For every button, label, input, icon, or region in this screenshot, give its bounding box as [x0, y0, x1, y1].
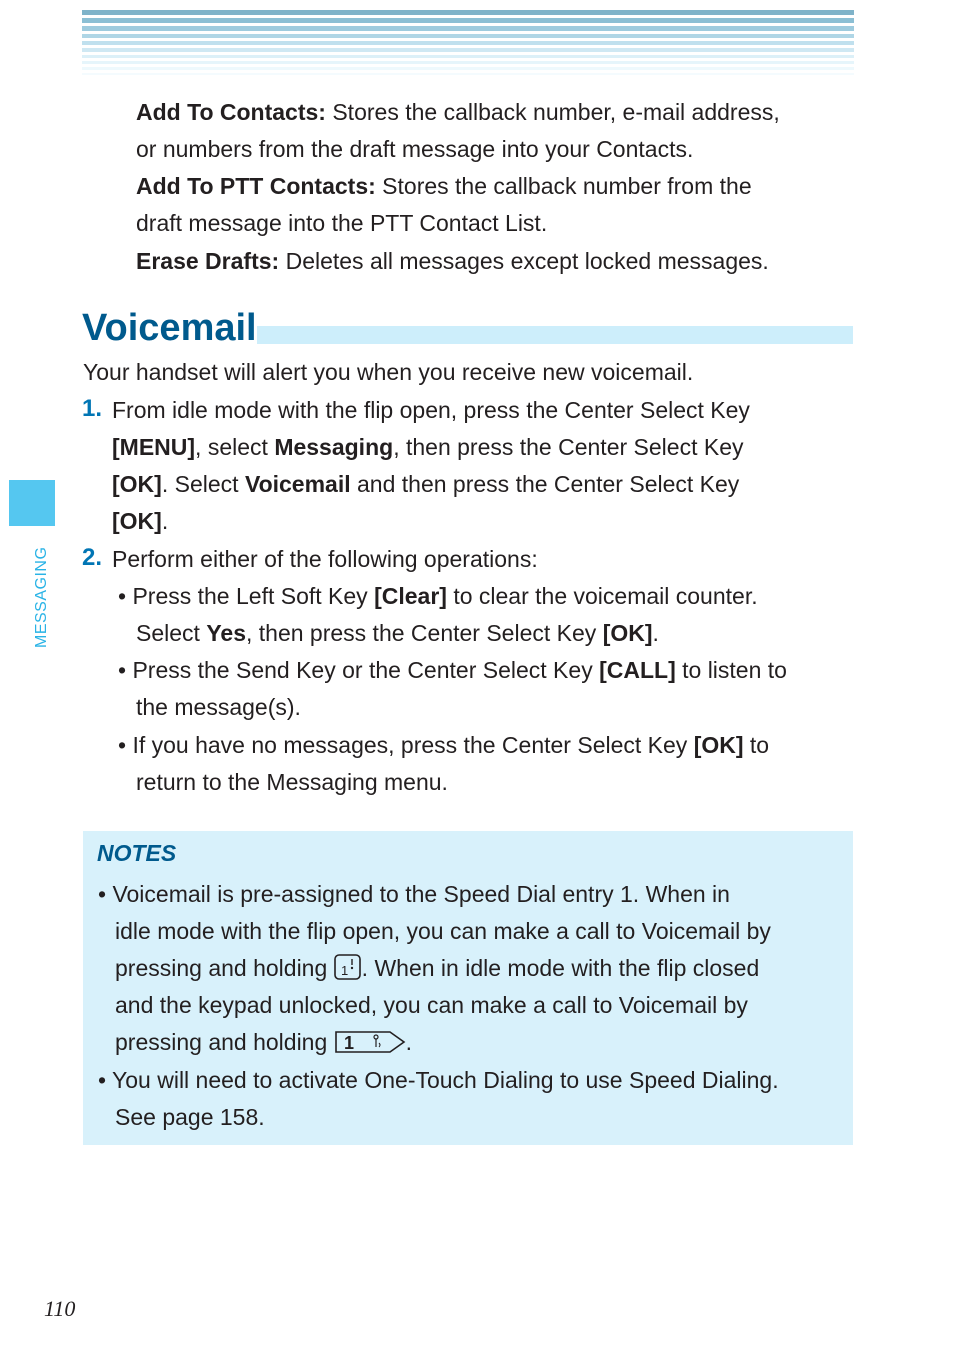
note-text: .: [405, 1029, 413, 1055]
bullet-text: to listen to: [675, 657, 787, 683]
option-term: Add To Contacts:: [136, 99, 326, 125]
bullet-text: the message(s).: [136, 694, 301, 720]
note-text: See page 158.: [115, 1104, 265, 1130]
step-text: .: [161, 508, 169, 534]
step-number: 2.: [82, 544, 103, 571]
option-add-to-ptt-contacts: [136, 168, 752, 242]
bullet-text: , then press the Center Select Key: [245, 620, 603, 646]
step-text: and then press the Center Select Key: [350, 471, 740, 497]
bullet-text: • If you have no messages, press the Center Select Key: [118, 732, 694, 758]
header-stripes: [82, 10, 854, 80]
option-text: or numbers from the draft message into your Contacts.: [136, 136, 694, 162]
option-term: Erase Drafts:: [136, 248, 280, 274]
key-label: [OK]: [112, 508, 162, 534]
svg-text:1: 1: [340, 963, 348, 978]
step-text: , then press the Center Select Key: [393, 434, 744, 460]
note-one-touch: [98, 1062, 779, 1136]
notes-title: NOTES: [97, 840, 177, 866]
key-label: [OK]: [693, 732, 744, 758]
section-heading: [82, 306, 853, 350]
page-number: 110: [44, 1296, 76, 1321]
bullet-no-messages: [118, 727, 769, 801]
step-text: , select: [195, 434, 275, 460]
step-1-text: [112, 392, 750, 540]
step-number: 1.: [82, 395, 103, 422]
step-text: . Select: [161, 471, 245, 497]
section-title: Voicemail: [82, 307, 257, 349]
note-text: pressing and holding: [115, 955, 334, 981]
bullet-call: [118, 652, 787, 726]
note-text: pressing and holding: [115, 1029, 334, 1055]
section-tab-marker: [9, 480, 55, 526]
key-label: [OK]: [602, 620, 653, 646]
key-label: [OK]: [112, 471, 162, 497]
note-speed-dial: [98, 876, 771, 1061]
voicemail-intro: Your handset will alert you when you receive new voicemail.: [83, 359, 694, 385]
section-tab-label: MESSAGING: [33, 546, 50, 648]
bullet-clear: [118, 578, 758, 652]
bullet-text: • Press the Send Key or the Center Select Key: [118, 657, 600, 683]
bullet-text: return to the Messaging menu.: [136, 769, 448, 795]
note-text: • You will need to activate One-Touch Dialing to use Speed Dialing.: [98, 1067, 779, 1093]
key-label: [CALL]: [599, 657, 676, 683]
key-1-voicemail-icon: [334, 954, 362, 980]
note-text: • Voicemail is pre-assigned to the Speed Dial entry 1. When in: [98, 881, 730, 907]
menu-name: Yes: [206, 620, 246, 646]
option-term: Add To PTT Contacts:: [136, 173, 376, 199]
note-text: idle mode with the flip open, you can make a call to Voicemail by: [115, 918, 771, 944]
bullet-text: • Press the Left Soft Key: [118, 583, 375, 609]
option-erase-drafts: [136, 243, 769, 280]
svg-text:1: 1: [343, 1033, 354, 1053]
key-label: [MENU]: [112, 434, 196, 460]
step-text: From idle mode with the flip open, press the Center Select Key: [112, 397, 750, 423]
bullet-text: Select: [136, 620, 207, 646]
menu-name: Messaging: [274, 434, 394, 460]
menu-name: Voicemail: [244, 471, 351, 497]
note-text: and the keypad unlocked, you can make a call to Voicemail by: [115, 992, 748, 1018]
key-1-external-icon: [334, 1030, 406, 1054]
step-2-text: Perform either of the following operations:: [112, 546, 538, 572]
bullet-text: .: [652, 620, 659, 646]
bullet-text: to clear the voicemail counter.: [446, 583, 758, 609]
option-text: Stores the callback number, e-mail address,: [325, 99, 780, 125]
option-text: Deletes all messages except locked messages.: [279, 248, 769, 274]
bullet-text: to: [743, 732, 770, 758]
option-add-to-contacts: [136, 94, 780, 168]
note-text: . When in idle mode with the flip closed: [361, 955, 760, 981]
key-label: [Clear]: [374, 583, 447, 609]
option-text: draft message into the PTT Contact List.: [136, 210, 548, 236]
option-text: Stores the callback number from the: [375, 173, 752, 199]
